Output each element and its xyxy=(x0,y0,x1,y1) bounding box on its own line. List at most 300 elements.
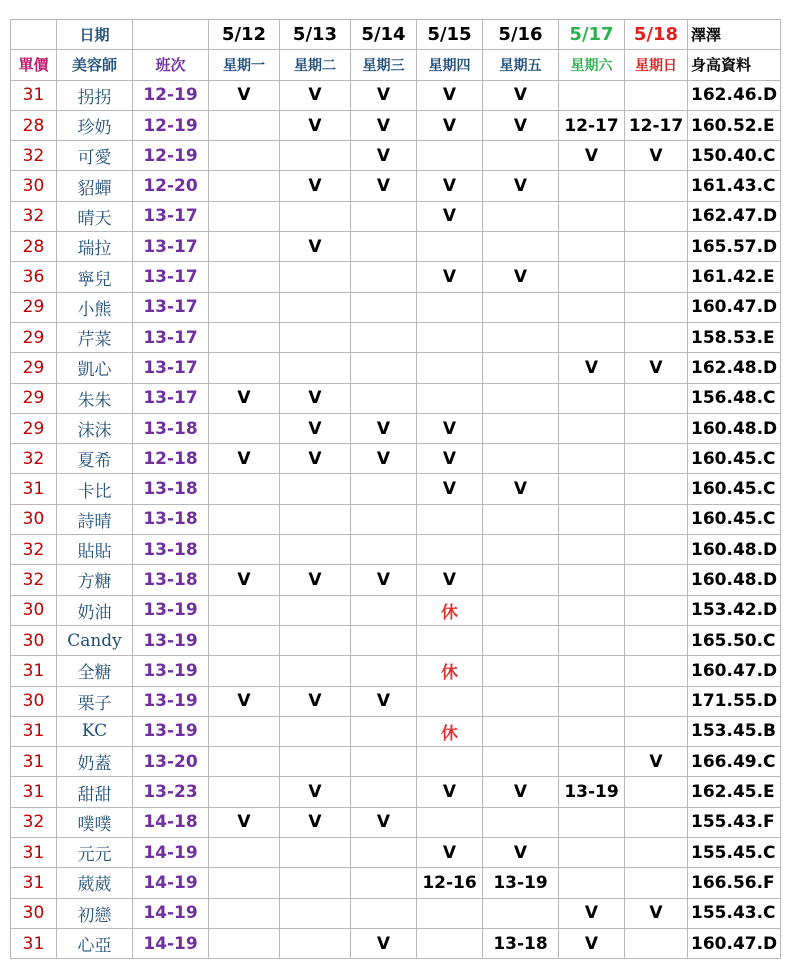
price-cell: 31 xyxy=(11,716,57,746)
weekday-header-saturday: 星期六 xyxy=(559,50,625,80)
day-cell xyxy=(417,928,483,958)
header-date-label: 日期 xyxy=(57,20,133,50)
table-row xyxy=(11,747,781,777)
day-cell xyxy=(559,201,625,231)
header-blank-cell xyxy=(133,20,209,50)
shift-cell: 13-17 xyxy=(133,383,209,413)
day-cell: V xyxy=(209,807,280,837)
shift-cell: 13-20 xyxy=(133,747,209,777)
day-cell xyxy=(625,413,688,443)
beautician-name: 晴天 xyxy=(57,201,133,231)
day-cell: V xyxy=(625,898,688,928)
day-cell: V xyxy=(209,565,280,595)
beautician-name: 卡比 xyxy=(57,474,133,504)
table-row xyxy=(11,898,781,928)
day-cell xyxy=(209,232,280,262)
shift-cell: 12-20 xyxy=(133,171,209,201)
day-cell xyxy=(625,80,688,110)
day-cell xyxy=(483,322,559,352)
day-cell: V xyxy=(280,686,351,716)
height-data-cell: 160.48.D xyxy=(688,535,781,565)
day-cell xyxy=(559,413,625,443)
day-cell: V xyxy=(559,898,625,928)
day-cell xyxy=(417,504,483,534)
day-cell xyxy=(483,535,559,565)
day-cell: V xyxy=(351,413,417,443)
weekday-header: 星期二 xyxy=(280,50,351,80)
day-cell xyxy=(559,868,625,898)
height-data-cell: 162.45.E xyxy=(688,777,781,807)
beautician-name: 噗噗 xyxy=(57,807,133,837)
day-cell: 13-19 xyxy=(559,777,625,807)
day-cell xyxy=(351,383,417,413)
height-data-cell: 162.46.D xyxy=(688,80,781,110)
day-cell: V xyxy=(625,141,688,171)
day-cell xyxy=(209,898,280,928)
beautician-name: 小熊 xyxy=(57,292,133,322)
day-cell xyxy=(351,656,417,686)
day-cell xyxy=(280,595,351,625)
day-cell xyxy=(280,625,351,655)
day-cell xyxy=(625,383,688,413)
day-cell xyxy=(209,868,280,898)
price-cell: 31 xyxy=(11,777,57,807)
day-cell xyxy=(280,898,351,928)
shift-cell: 13-18 xyxy=(133,535,209,565)
day-cell xyxy=(625,716,688,746)
beautician-name: 凱心 xyxy=(57,353,133,383)
day-cell xyxy=(209,928,280,958)
beautician-name: 全糖 xyxy=(57,656,133,686)
price-cell: 29 xyxy=(11,413,57,443)
day-cell xyxy=(625,928,688,958)
table-row xyxy=(11,807,781,837)
shift-cell: 12-18 xyxy=(133,444,209,474)
day-cell: 13-18 xyxy=(483,928,559,958)
height-data-cell: 160.47.D xyxy=(688,292,781,322)
day-cell: V xyxy=(209,383,280,413)
price-cell: 30 xyxy=(11,625,57,655)
day-cell xyxy=(351,504,417,534)
shift-cell: 13-17 xyxy=(133,353,209,383)
day-cell xyxy=(559,595,625,625)
day-cell: V xyxy=(625,747,688,777)
weekday-header: 星期一 xyxy=(209,50,280,80)
shift-cell: 14-18 xyxy=(133,807,209,837)
day-cell xyxy=(559,686,625,716)
day-cell xyxy=(417,535,483,565)
beautician-name: 朱朱 xyxy=(57,383,133,413)
day-cell xyxy=(483,807,559,837)
day-cell xyxy=(351,535,417,565)
day-cell xyxy=(625,292,688,322)
day-cell xyxy=(280,868,351,898)
day-cell xyxy=(351,595,417,625)
day-cell xyxy=(483,444,559,474)
day-cell xyxy=(559,444,625,474)
height-data-cell: 166.56.F xyxy=(688,868,781,898)
day-cell: V xyxy=(417,201,483,231)
day-cell xyxy=(209,262,280,292)
date-header-saturday: 5/17 xyxy=(559,20,625,50)
day-cell: V xyxy=(351,110,417,140)
day-cell xyxy=(351,838,417,868)
date-header: 5/16 xyxy=(483,20,559,50)
day-cell: V xyxy=(280,383,351,413)
price-cell: 32 xyxy=(11,444,57,474)
height-data-cell: 160.47.D xyxy=(688,928,781,958)
header-shift: 班次 xyxy=(133,50,209,80)
table-row xyxy=(11,928,781,958)
price-cell: 30 xyxy=(11,504,57,534)
price-cell: 29 xyxy=(11,383,57,413)
height-data-cell: 160.45.C xyxy=(688,504,781,534)
day-cell: V xyxy=(483,777,559,807)
day-cell xyxy=(351,868,417,898)
day-cell xyxy=(559,535,625,565)
shift-cell: 14-19 xyxy=(133,928,209,958)
shift-cell: 13-18 xyxy=(133,474,209,504)
price-cell: 30 xyxy=(11,898,57,928)
day-cell xyxy=(625,807,688,837)
day-cell xyxy=(483,656,559,686)
day-cell xyxy=(625,322,688,352)
day-cell xyxy=(483,565,559,595)
day-cell: V xyxy=(483,80,559,110)
price-cell: 32 xyxy=(11,141,57,171)
table-row xyxy=(11,595,781,625)
height-data-cell: 153.45.B xyxy=(688,716,781,746)
day-off-cell: 休 xyxy=(417,656,483,686)
table-row xyxy=(11,413,781,443)
day-cell: V xyxy=(417,80,483,110)
day-cell xyxy=(280,535,351,565)
day-cell xyxy=(483,292,559,322)
day-cell xyxy=(209,747,280,777)
table-row xyxy=(11,686,781,716)
height-data-cell: 161.42.E xyxy=(688,262,781,292)
day-cell: V xyxy=(351,807,417,837)
height-data-cell: 162.47.D xyxy=(688,201,781,231)
day-cell xyxy=(209,110,280,140)
day-cell: V xyxy=(351,928,417,958)
price-cell: 32 xyxy=(11,535,57,565)
price-cell: 30 xyxy=(11,171,57,201)
day-cell: V xyxy=(280,413,351,443)
table-row xyxy=(11,868,781,898)
day-cell xyxy=(625,232,688,262)
price-cell: 31 xyxy=(11,928,57,958)
day-off-cell: 休 xyxy=(417,595,483,625)
day-cell: V xyxy=(280,232,351,262)
height-data-cell: 160.47.D xyxy=(688,656,781,686)
day-cell: V xyxy=(209,686,280,716)
day-cell xyxy=(417,807,483,837)
table-row xyxy=(11,141,781,171)
table-row xyxy=(11,716,781,746)
day-cell xyxy=(483,686,559,716)
day-cell xyxy=(483,504,559,534)
header-height-data: 身高資料 xyxy=(688,50,781,80)
day-cell xyxy=(625,565,688,595)
height-data-cell: 160.45.C xyxy=(688,474,781,504)
day-cell: 12-17 xyxy=(559,110,625,140)
shift-cell: 12-19 xyxy=(133,110,209,140)
shift-cell: 13-18 xyxy=(133,504,209,534)
day-cell xyxy=(625,595,688,625)
price-cell: 31 xyxy=(11,80,57,110)
height-data-cell: 160.48.D xyxy=(688,413,781,443)
shift-cell: 14-19 xyxy=(133,868,209,898)
table-row xyxy=(11,535,781,565)
day-cell xyxy=(625,444,688,474)
day-cell: V xyxy=(417,262,483,292)
day-cell xyxy=(559,656,625,686)
beautician-name: 詩晴 xyxy=(57,504,133,534)
day-cell: 13-19 xyxy=(483,868,559,898)
table-row xyxy=(11,262,781,292)
day-cell: V xyxy=(351,141,417,171)
day-cell: V xyxy=(483,262,559,292)
day-cell xyxy=(559,171,625,201)
day-cell xyxy=(351,353,417,383)
day-cell xyxy=(351,747,417,777)
table-row xyxy=(11,838,781,868)
day-cell: V xyxy=(417,171,483,201)
day-cell xyxy=(559,838,625,868)
day-cell xyxy=(351,777,417,807)
day-cell xyxy=(625,535,688,565)
table-row xyxy=(11,80,781,110)
day-cell xyxy=(209,716,280,746)
height-data-cell: 155.43.F xyxy=(688,807,781,837)
price-cell: 31 xyxy=(11,838,57,868)
height-data-cell: 150.40.C xyxy=(688,141,781,171)
day-cell xyxy=(483,625,559,655)
weekday-header: 星期四 xyxy=(417,50,483,80)
day-cell xyxy=(483,353,559,383)
day-cell xyxy=(280,474,351,504)
height-data-cell: 160.52.E xyxy=(688,110,781,140)
day-cell: V xyxy=(417,474,483,504)
header-price: 單價 xyxy=(11,50,57,80)
day-cell xyxy=(280,747,351,777)
table-row xyxy=(11,656,781,686)
day-cell xyxy=(209,838,280,868)
day-cell xyxy=(209,535,280,565)
day-cell: V xyxy=(280,171,351,201)
beautician-name: 初戀 xyxy=(57,898,133,928)
table-row xyxy=(11,353,781,383)
day-off-cell: 休 xyxy=(417,716,483,746)
day-cell xyxy=(280,656,351,686)
price-cell: 36 xyxy=(11,262,57,292)
price-cell: 31 xyxy=(11,474,57,504)
day-cell: V xyxy=(351,80,417,110)
day-cell: V xyxy=(417,565,483,595)
day-cell: 12-16 xyxy=(417,868,483,898)
table-row xyxy=(11,171,781,201)
day-cell xyxy=(209,504,280,534)
day-cell xyxy=(209,413,280,443)
day-cell xyxy=(417,898,483,928)
beautician-name: 寧兒 xyxy=(57,262,133,292)
beautician-name: 沫沫 xyxy=(57,413,133,443)
height-data-cell: 161.43.C xyxy=(688,171,781,201)
height-data-cell: 160.45.C xyxy=(688,444,781,474)
day-cell: V xyxy=(280,110,351,140)
price-cell: 32 xyxy=(11,201,57,231)
height-data-cell: 165.57.D xyxy=(688,232,781,262)
beautician-name: 夏希 xyxy=(57,444,133,474)
beautician-name: 奶油 xyxy=(57,595,133,625)
beautician-name: 方糖 xyxy=(57,565,133,595)
shift-cell: 13-23 xyxy=(133,777,209,807)
table-row xyxy=(11,322,781,352)
beautician-name: 拐拐 xyxy=(57,80,133,110)
day-cell xyxy=(209,777,280,807)
beautician-name: Candy xyxy=(57,625,133,655)
weekday-header: 星期三 xyxy=(351,50,417,80)
shift-cell: 13-18 xyxy=(133,413,209,443)
price-cell: 29 xyxy=(11,322,57,352)
height-data-cell: 156.48.C xyxy=(688,383,781,413)
day-cell xyxy=(209,656,280,686)
day-cell xyxy=(351,292,417,322)
day-cell: V xyxy=(559,928,625,958)
height-data-cell: 155.45.C xyxy=(688,838,781,868)
day-cell: V xyxy=(280,777,351,807)
day-cell: V xyxy=(625,353,688,383)
day-cell: V xyxy=(280,807,351,837)
day-cell: V xyxy=(559,141,625,171)
header-weekday-row xyxy=(11,50,781,80)
beautician-name: 瑞拉 xyxy=(57,232,133,262)
day-cell xyxy=(625,504,688,534)
day-cell xyxy=(559,232,625,262)
day-cell xyxy=(417,322,483,352)
shift-cell: 13-18 xyxy=(133,565,209,595)
day-cell xyxy=(483,716,559,746)
day-cell xyxy=(280,141,351,171)
day-cell xyxy=(559,474,625,504)
price-cell: 30 xyxy=(11,686,57,716)
day-cell: V xyxy=(209,444,280,474)
day-cell xyxy=(417,141,483,171)
day-cell xyxy=(559,716,625,746)
day-cell: V xyxy=(559,353,625,383)
height-data-cell: 155.43.C xyxy=(688,898,781,928)
price-cell: 28 xyxy=(11,110,57,140)
day-cell: V xyxy=(483,474,559,504)
day-cell xyxy=(351,716,417,746)
beautician-name: 貼貼 xyxy=(57,535,133,565)
shift-cell: 13-17 xyxy=(133,232,209,262)
price-cell: 29 xyxy=(11,353,57,383)
day-cell xyxy=(483,383,559,413)
schedule-table xyxy=(10,19,781,959)
day-cell xyxy=(559,747,625,777)
table-row xyxy=(11,383,781,413)
day-cell xyxy=(559,565,625,595)
table-row xyxy=(11,625,781,655)
day-cell: V xyxy=(417,413,483,443)
height-data-cell: 162.48.D xyxy=(688,353,781,383)
shift-cell: 13-17 xyxy=(133,201,209,231)
day-cell xyxy=(559,807,625,837)
day-cell xyxy=(625,656,688,686)
day-cell xyxy=(209,625,280,655)
header-blank-cell xyxy=(11,20,57,50)
height-data-cell: 160.48.D xyxy=(688,565,781,595)
day-cell xyxy=(559,504,625,534)
day-cell: V xyxy=(280,80,351,110)
day-cell xyxy=(559,292,625,322)
day-cell xyxy=(417,232,483,262)
price-cell: 31 xyxy=(11,868,57,898)
day-cell xyxy=(209,353,280,383)
price-cell: 32 xyxy=(11,807,57,837)
day-cell: V xyxy=(351,565,417,595)
day-cell xyxy=(280,716,351,746)
day-cell xyxy=(209,292,280,322)
table-row xyxy=(11,777,781,807)
day-cell: V xyxy=(280,444,351,474)
header-corner-note: 澤澤 xyxy=(688,20,781,50)
day-cell xyxy=(280,838,351,868)
table-row xyxy=(11,292,781,322)
day-cell xyxy=(209,201,280,231)
day-cell xyxy=(417,292,483,322)
beautician-name: 心亞 xyxy=(57,928,133,958)
day-cell xyxy=(625,625,688,655)
day-cell xyxy=(280,504,351,534)
header-date-row xyxy=(11,20,781,50)
day-cell xyxy=(625,171,688,201)
day-cell xyxy=(417,383,483,413)
day-cell xyxy=(483,201,559,231)
day-cell xyxy=(483,595,559,625)
day-cell xyxy=(209,171,280,201)
day-cell: V xyxy=(351,686,417,716)
day-cell xyxy=(351,201,417,231)
shift-cell: 13-17 xyxy=(133,262,209,292)
beautician-name: 貂蟬 xyxy=(57,171,133,201)
beautician-name: 可愛 xyxy=(57,141,133,171)
height-data-cell: 166.49.C xyxy=(688,747,781,777)
price-cell: 28 xyxy=(11,232,57,262)
weekday-header: 星期五 xyxy=(483,50,559,80)
day-cell xyxy=(483,898,559,928)
day-cell xyxy=(559,80,625,110)
date-header: 5/15 xyxy=(417,20,483,50)
price-cell: 31 xyxy=(11,656,57,686)
day-cell xyxy=(483,413,559,443)
day-cell xyxy=(351,322,417,352)
price-cell: 31 xyxy=(11,747,57,777)
day-cell xyxy=(559,262,625,292)
day-cell xyxy=(280,322,351,352)
date-header: 5/12 xyxy=(209,20,280,50)
day-cell xyxy=(625,474,688,504)
day-cell xyxy=(280,292,351,322)
day-cell xyxy=(625,201,688,231)
day-cell xyxy=(351,898,417,928)
day-cell xyxy=(351,474,417,504)
day-cell xyxy=(280,201,351,231)
table-row xyxy=(11,504,781,534)
day-cell: V xyxy=(483,838,559,868)
